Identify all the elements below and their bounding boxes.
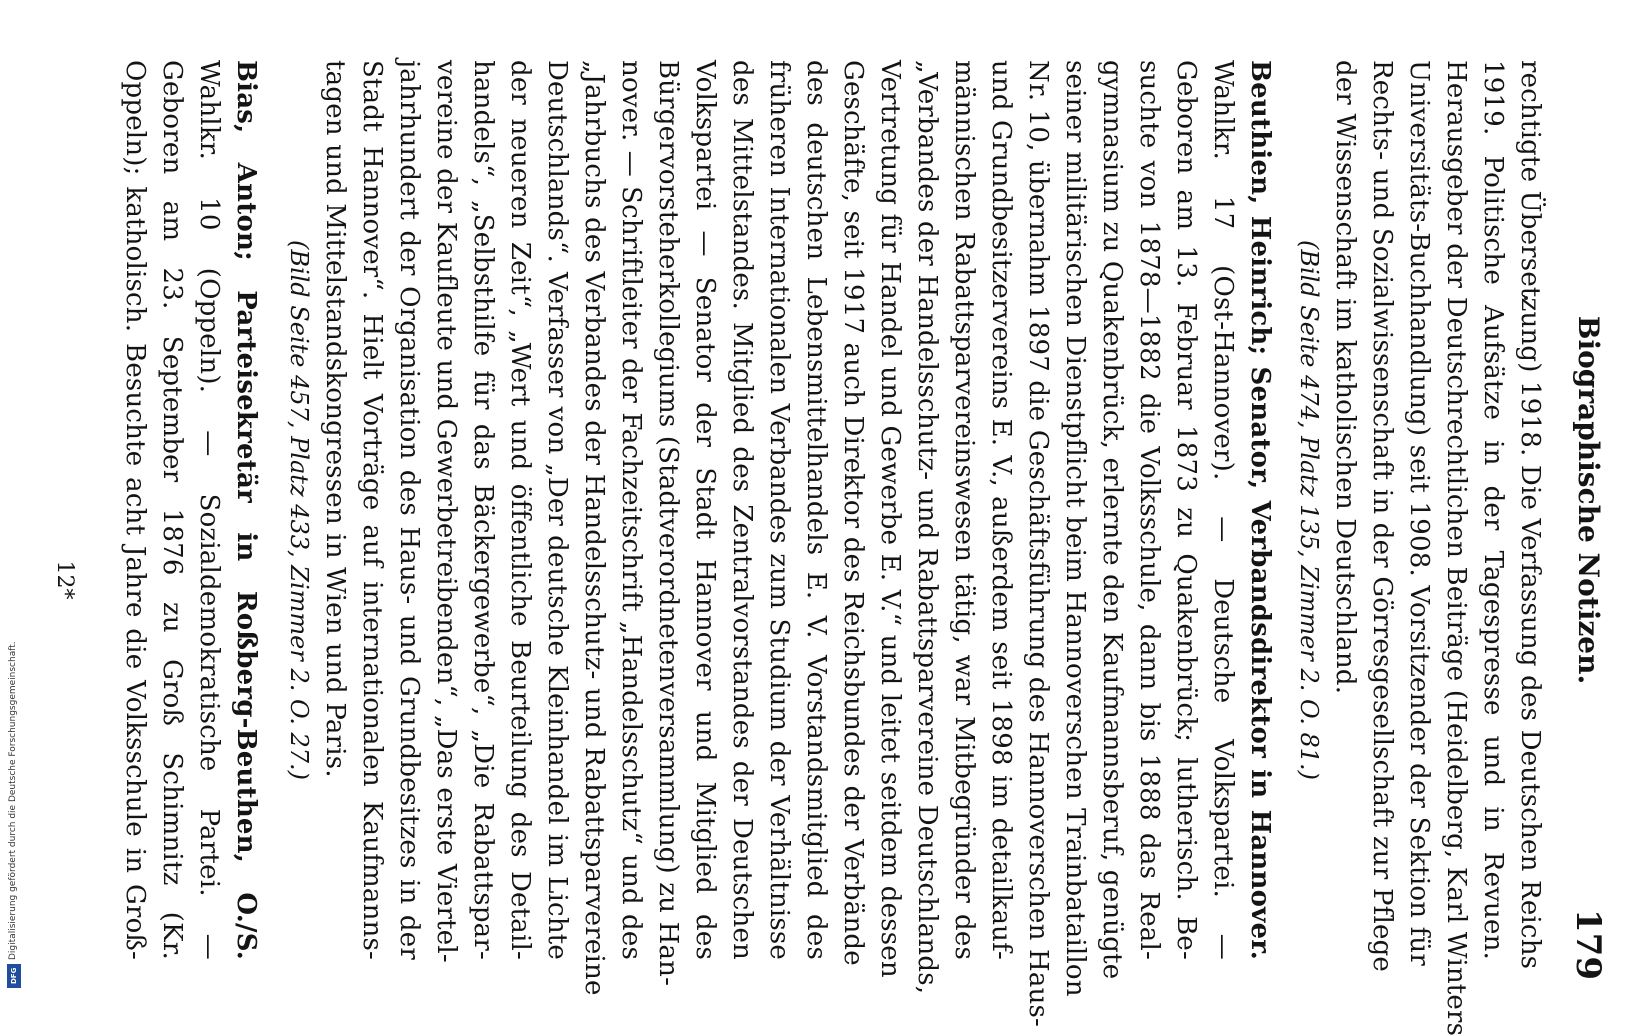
text-line: Geschäfte, seit 1917 auch Direktor des Reichsbundes der Verbände <box>838 60 868 966</box>
printer-signature: 12* <box>52 560 77 600</box>
text-line: Geboren am 23. September 1876 zu Groß Schimnitz (Kr. <box>157 60 187 960</box>
text-line: gymnasium zu Quakenbrück, erlernte den Kaufmannsberuf, genügte <box>1097 60 1127 980</box>
text-line: Vertretung für Handel und Gewerbe E. V.“ und leitet seitdem dessen <box>875 60 905 978</box>
entry-heading-bias: Bias, Anton; Parteisekretär in Roßberg-Beuthen, O./S. <box>231 60 261 960</box>
photo-reference: (Bild Seite 457, Platz 433, Zimmer 2. O. 27.) <box>285 239 313 781</box>
text-line: jahrhundert der Organisation des Haus- und Grundbesitzes in der <box>394 60 424 960</box>
text-line: des Mittelstandes. Mitglied des Zentralvorstandes der Deutschen <box>727 60 757 960</box>
dfg-logo: DFG <box>7 964 21 988</box>
text-line: vereine der Kaufleute und Gewerbetreibenden“, „Das erste Viertel- <box>431 60 461 963</box>
text-line: 1919. Politische Aufsätze in der Tagespresse und in Revuen. <box>1478 60 1508 960</box>
text-line: und Grundbesitzervereins E. V., außerdem seit 1898 im detailkauf- <box>986 60 1016 960</box>
text-line: suchte von 1878—1882 die Volksschule, dann bis 1888 das Real- <box>1134 60 1164 960</box>
text-line: der neueren Zeit“, „Wert und öffentliche Beurteilung des Detail- <box>505 60 535 960</box>
text-line: „Jahrbuchs des Verbandes der Handelsschutz- und Rabattsparvereine <box>579 60 609 996</box>
text-line: „Verbandes der Handelsschutz- und Rabattsparvereine Deutschlands, <box>912 60 942 995</box>
text-line: Nr. 10, übernahm 1897 die Geschäftsführung des Hannoverschen Haus- <box>1023 60 1053 1028</box>
text-line: des deutschen Lebensmittelhandels E. V. Vorstandsmitglied des <box>801 60 831 960</box>
text-line: früheren Internationalen Verbandes zum Studium der Verhältnisse <box>764 60 794 960</box>
page-running-title: Biographische Notizen. <box>1572 315 1605 685</box>
text-line: nover. — Schriftleiter der Fachzeitschrift „Handelsschutz“ und des <box>616 60 646 960</box>
text-line: Oppeln); katholisch. Besuchte acht Jahre die Volksschule in Groß- <box>120 60 150 960</box>
text-line: tagen und Mittelstandskongressen in Wien und Paris. <box>320 60 350 778</box>
text-line: Stadt Hannover“. Hielt Vorträge auf internationalen Kaufmanns- <box>357 60 387 960</box>
text-line: Universitäts-Buchhandlung) seit 1908. Vorsitzender der Sektion für <box>1404 60 1434 966</box>
text-line: der Wissenschaft im katholischen Deutschland. <box>1330 60 1360 695</box>
text-line: Herausgeber der Deutschrechtlichen Beiträge (Heidelberg, Karl Winters <box>1441 60 1471 1036</box>
text-line: rechtigte Übersetzung) 1918. Die Verfassung des Deutschen Reichs <box>1515 60 1545 970</box>
text-line: Wahlkr. 17 (Ost-Hannover). — Deutsche Volkspartei. — <box>1208 60 1238 960</box>
text-line: Volkspartei — Senator der Stadt Hannover und Mitglied des <box>690 60 720 960</box>
text-line: männischen Rabattsparvereinswesen tätig, war Mitbegründer des <box>949 60 979 960</box>
text-line: Bürgervorsteherkollegiums (Stadtverordnetenversammlung) zu Han- <box>653 60 683 987</box>
entry-heading-beuthien: Beuthien, Heinrich; Senator, Verbandsdirektor in Hannover. <box>1245 60 1275 960</box>
digitization-credit: Digitalisierung gefördert durch die Deutsche Forschungsgemeinschaft. <box>8 641 18 960</box>
text-line: Wahlkr. 10 (Oppeln). — Sozialdemokratische Partei. — <box>194 60 224 960</box>
text-line: Geboren am 13. Februar 1873 zu Quakenbrück; lutherisch. Be- <box>1171 60 1201 960</box>
page-number: 179 <box>1568 909 1608 980</box>
text-line: handels“, „Selbsthilfe für das Bäckergewerbe“, „Die Rabattspar- <box>468 60 498 960</box>
text-line: Rechts- und Sozialwissenschaft in der Görresgesellschaft zur Pflege <box>1367 60 1397 972</box>
text-line: seiner militärischen Dienstpflicht beim Hannoverschen Trainbataillon <box>1060 60 1090 997</box>
photo-reference: (Bild Seite 474, Platz 135, Zimmer 2. O. 81.) <box>1295 239 1323 781</box>
text-line: Deutschlands“. Verfasser von „Der deutsche Kleinhandel im Lichte <box>542 60 572 960</box>
